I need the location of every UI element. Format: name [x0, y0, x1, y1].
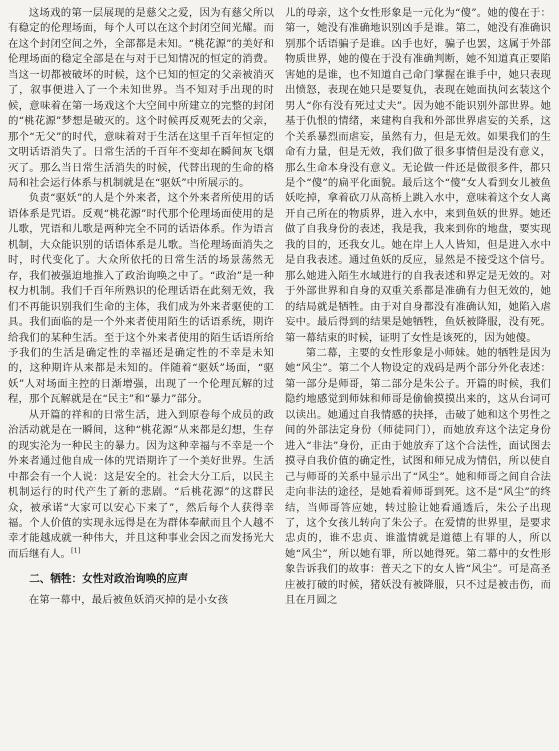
left-column: [8, 6, 274, 751]
right-column: [285, 6, 551, 751]
paragraph-text: 从开篇的祥和的日常生活，进入到原卷每个成员的政治活动就是在一瞬间，这种“桃花源”从来都是幻想，生存的现实沦为一种民主的暴力。因为这种幸福与不幸是一个外来者通过他自成一体的咒语期许了一个美好世界。生活中都会有一个人说：这是安全的。社会大分工后，以民主机制运行的时代产生了新的悲剧。“后桃花源”的这群民众，被承诺“大家可以安心下来了”，然后每个人获得幸福。个人价值的实现永远得是在为群体奉献而且个人越不幸才能越成就一种伟大，并且这种事业会因之而发扬光大而后继有人。: [8, 408, 274, 560]
paragraph: 在第一幕中，最后被鱼妖消灭掉的是小女孩: [28, 594, 229, 607]
paragraph: [8, 408, 274, 563]
paragraph: 负责“驱妖”的人是个外来者，这个外来者所使用的话语体系是咒语。反观“桃花源”时代那个伦理场面使用的是儿歌，咒语和儿歌是两种完全不同的话语体系。作为语言机制，大众能识别的话语体系是儿歌。当伦理场面消失之时，时代变化了。大众所依托的日常生活的场景荡然无存，我们被强迫地推入了政治询唤之中了。“政治”是一种权力机制。我们千百年所熟识的伦理话语在此刻无效，我们不再能识别我们生命的主体，我们成为外来者驱使的工具。我们面临的是一个外来者使用陌生的话语系统，期许给我们的某种生活。至于这个外来者使用的陌生话语所给予我们的生活是确定性的幸福还是确定性的不幸是未知的，这种期许从来都是未知的。伴随着“驱妖”场面，“驱妖”人对场面主控的日渐增强，出现了一个伦理瓦解的过程，那个瓦解就是在“民主”和“暴力”部分。: [8, 192, 274, 406]
section-heading: 二、牺牲：女性对政治询唤的应声: [29, 573, 189, 586]
paragraph: 儿的母亲，这个女性形象是一元化为“傻”。她的傻在于：第一，她没有准确地识别凶手是谁。第二，她没有准确识别那个话语骗子是谁。凶手也好，骗子也罢，这属于外部物质世界，她的傻在于没有准确判断，她不知道真正要陷害她的是谁，也不知道自己命门掌握在谁手中，她只表现出愤怒，表现在她只是要复仇，表现在她面执问玄装这个男人“你有没有死过丈夫”。因为她不能识别外部世界。她基于仇恨的情绪，来建构自我和外部世界虐妄的关系，这个关系暴烈而虐妄，虽然有力，但是无效。如果我们的生命有力量，但是无效，我们做了很多事情但是没有意义，那么生命本身没有意义。无论做一件还是做很多件，都只是个“傻”的扁平化面貌。最后这个“傻”女人看到女儿被鱼妖吃掉，拿着砍刀从高桥上跳入水中，意味着这个女人离开自己所在的物质界，进入水中，来到鱼妖的世界。她还做了自我身份的表述，我是我，我来到你的地盘，要实现我的目的，还我女儿。她在岸上人人皆知，但是进入水中是自我表述。通过鱼妖的反应，显然是不接受这个信号。那么她进入陌生水域进行的自我表述和界定是无效的。对于外部世界和自身的双重关系都是准确有力但无效的，她的结局就是牺牲。由于对自身都没有准确认知，她陷入虐妄中。最后得到的结果是她牺牲，鱼妖被降服，没有死。第一幕结束的时候，证明了女性是该死的，因为她傻。: [285, 7, 551, 344]
paragraph: 第二幕，主要的女性形象是小师妹。她的牺牲是因为她“风尘”。第二个人物设定的戏码是两个部分外化表述：第一部分是师哥，第二部分是朱公子。开篇的时候，我们隐约地感觉到师妹和师哥是偷偷摸摸出来的，这从台词可以读出。她通过自我情感的抉择，击破了她和这个男性之间的外部法定身份（师徒同门），而她放弃这个法定身份进入“非法”身份，正由于她放弃了这个合法性，面试图去摸寻自我价值的确定性，试图和师兄成为情侣，所以使自己与师哥的关系中显示出了“风尘”。她和师哥之间自合法走向非法的途径，是她看着师哥到死。这不是“风尘”的终结，当师哥答应她，转过脸让她看通透后，朱公子出现了，这个女孩儿转向了朱公子。在爱情的世界里，是要求忠贞的，谁不忠贞、谁滥情就是道德上有罪的人，所以她“风尘”，所以她有罪，所以她得死。第二幕中的女性形象告诉我们的故事：普天之下的女人皆“风尘”。可是高圣庄被打破的时候，猪妖没有被降服，只不过是被击伤，而且在月圆之: [285, 346, 551, 607]
paragraph: 这场戏的第一层展现的是慈父之爱，因为有慈父所以有稳定的伦理场面，每个人可以在这个封闭空间光耀。而在这个封闭空间之外，全部都是未知。“桃花源”的美好和伦理场面的稳定全部是在与对于已知情况的恒定的消费。当这一切都被破坏的时候，这个已知的恒定的父亲被消灭了，叙事便进入了一个未知世界。当不知对手出现的时候，意味着在第一场戏这个大空间中所建立的完整的封闭的“桃花源”梦想是破灭的。这个时候再反观死去的父亲，那个“无父”的时代，意味着对于生活在这里千百年恒定的文明话语消失了。日常生活的千百年不变却在瞬间灰飞烟灭了。那么当日常生活消失的时候，代替出现的生命的格局和社会运行体系与机制就是在“驱妖”中所展示的。: [8, 7, 274, 189]
footnote-reference[interactable]: [1]: [70, 546, 81, 555]
two-column-text: [8, 6, 551, 751]
